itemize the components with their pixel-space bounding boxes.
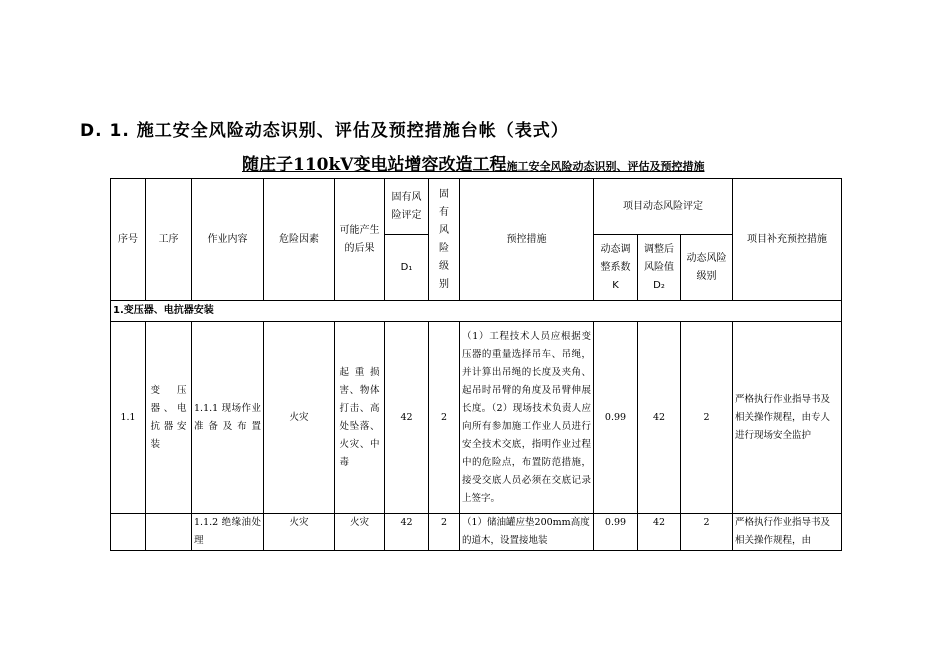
header-k [594,235,638,301]
cell-seq [111,514,146,551]
project-name: 随庄子110kV变电站增容改造工程 [242,155,507,175]
header-d2-text: 调整后风险值D₂ [644,243,674,291]
header-dynamic-group: 项目动态风险评定 [594,179,733,235]
cell-measures: （1）储油罐应垫200mm高度的道木，设置接地装 [460,514,594,551]
header-k-text: 动态调整系数K [600,243,631,291]
header-measures: 预控措施 [460,179,594,301]
header-d2 [638,235,681,301]
cell-content-text: 1.1.1 现场作业准备及布置 [194,402,261,432]
table-subtitle [242,150,704,175]
cell-k: 0.99 [594,514,638,551]
header-hazard: 危险因素 [264,179,335,301]
cell-content-text: 1.1.2 绝缘油处理 [194,517,261,546]
cell-level: 2 [429,514,460,551]
cell-content [192,514,264,551]
section-title: 1.变压器、电抗器安装 [111,301,842,322]
header-dynamic-level [681,235,733,301]
cell-consequence-text: 起重损害、物体打击、高处坠落、火灾、中毒 [339,366,380,468]
cell-dlevel: 2 [681,514,733,551]
cell-measures [460,322,594,514]
cell-d1: 42 [385,514,429,551]
cell-supplement: 严格执行作业指导书及相关操作规程，由 [733,514,842,551]
cell-hazard: 火灾 [264,322,335,514]
subtitle-suffix: 施工安全风险动态识别、评估及预控措施 [506,160,705,173]
cell-process [146,322,192,514]
header-inherent-level [429,179,460,301]
cell-dlevel: 2 [681,322,733,514]
cell-measures-text: （1）工程技术人员应根据变压器的重量选择吊车、吊绳，并计算出吊绳的长度及夹角、起吊时吊臂的角度及吊臂伸展长度。（2）现场技术负责人应向所有参加施工作业人员进行安全技术交底，指明作业过程中的危险点，布置防范措施，接受交底人员必须在交底记录上签字。 [462,330,591,504]
cell-consequence: 火灾 [335,514,385,551]
cell-seq: 1.1 [111,322,146,514]
document-heading: D. 1. 施工安全风险动态识别、评估及预控措施台帐（表式） [80,121,569,141]
cell-process [146,514,192,551]
table-row [111,514,842,551]
cell-d2: 42 [638,322,681,514]
cell-supplement: 严格执行作业指导书及相关操作规程，由专人进行现场安全监护 [733,322,842,514]
header-seq: 序号 [111,179,146,301]
header-process: 工序 [146,179,192,301]
header-content: 作业内容 [192,179,264,301]
cell-d2: 42 [638,514,681,551]
risk-table [110,178,842,551]
header-consequence [335,179,385,301]
cell-content [192,322,264,514]
cell-level: 2 [429,322,460,514]
header-dynamic-level-text: 动态风险级别 [686,252,727,282]
cell-process-text: 变压器、电抗器安装 [150,384,187,450]
cell-k: 0.99 [594,322,638,514]
header-supplement: 项目补充预控措施 [733,179,842,301]
header-inherent-eval [385,179,429,235]
cell-consequence [335,322,385,514]
table-row [111,322,842,514]
cell-d1: 42 [385,322,429,514]
cell-hazard: 火灾 [264,514,335,551]
header-consequence-text: 可能产生的后果 [339,224,380,254]
header-d1: D₁ [385,235,429,301]
header-inherent-eval-text: 固有风险评定 [391,191,422,221]
header-inherent-level-text: 固有风险级别 [439,188,449,290]
